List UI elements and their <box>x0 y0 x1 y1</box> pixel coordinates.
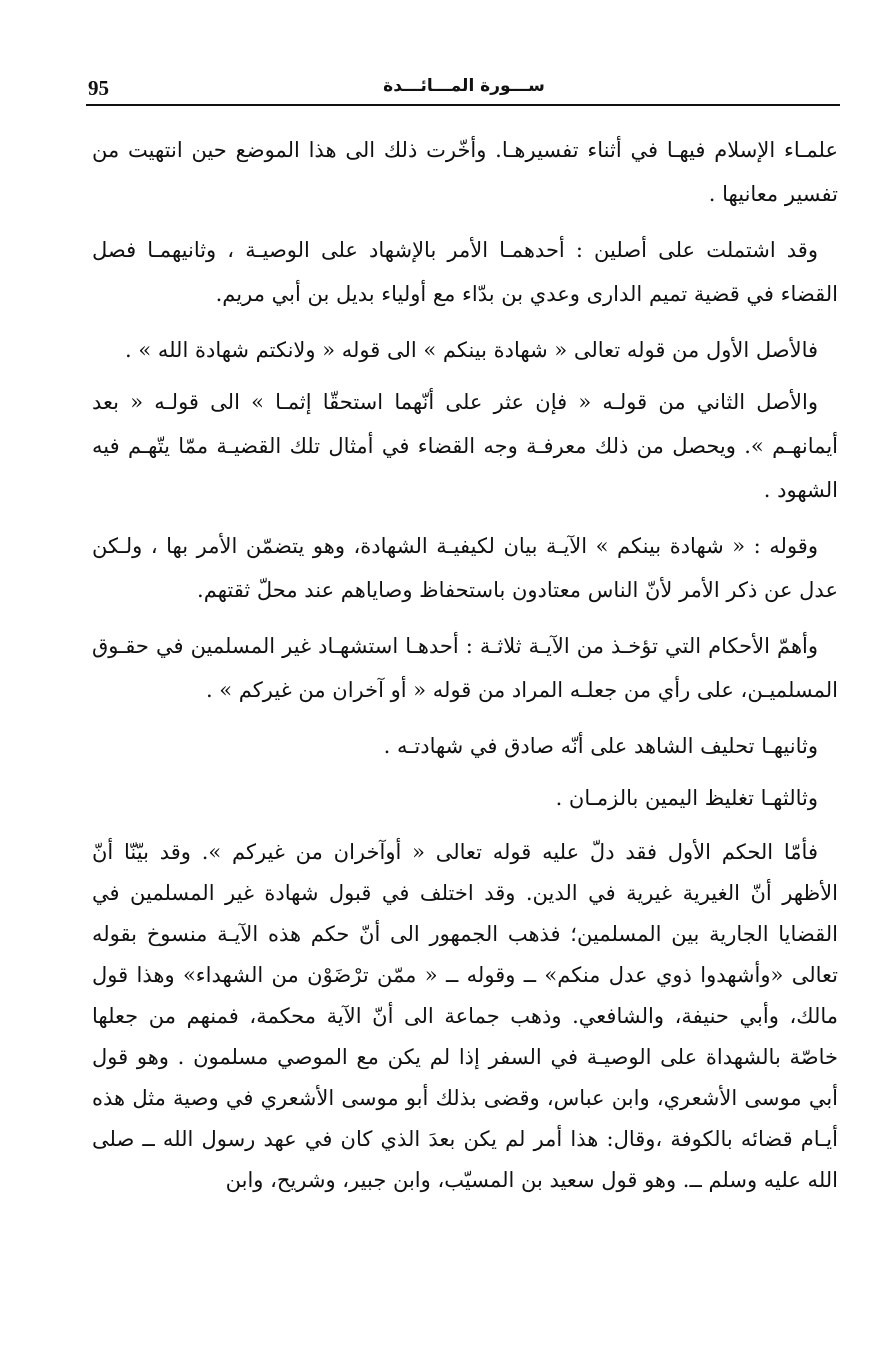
page-header <box>88 72 840 106</box>
paragraph-8: وثالثهـا تغليظ اليمين بالزمـان . <box>555 786 818 810</box>
page-number: 95 <box>88 76 109 100</box>
header-rule <box>86 104 840 106</box>
paragraph-4: والأصل الثاني من قولـه « فإن عثر على أنّهما استحقّا إثمـا » الى قولـه « بعد أيمانهـم ». ويحصل من ذلك معرفـة وجه القضاء في أمثال تلك القضيـة ممّا يتّهـم فيه الشهود . <box>92 390 838 502</box>
body-text <box>92 128 838 1213</box>
paragraph-6: وأهمّ الأحكام التي تؤخـذ من الآيـة ثلاثـة : أحدهـا استشهـاد غير المسلمين في حقـوق المسلميـن، على رأي من جعلـه المراد من قوله « أو آخران من غيركم » . <box>92 634 838 702</box>
paragraph-9: فأمّا الحكم الأول فقد دلّ عليه قوله تعالى « أوآخران من غيركم ». وقد بيّنّا أنّ الأظهر أنّ الغيرية غيرية في الدين. وقد اختلف في قبول شهادة غير المسلمين في القضايا الجارية بين المسلمين؛ فذهب الجمهور الى أنّ حكم هذه الآيـة منسوخ بقوله تعالى «وأشهدوا ذوي عدل منكم» ــ وقوله ــ « ممّن ترْضَوْن من الشهداء» وهذا قول مالك، وأبي حنيفة، والشافعي. وذهب جماعة الى أنّ الآية محكمة، فمنهم من جعلها خاصّة بالشهداة على الوصيـة في السفر إذا لم يكن مع الموصي مسلمون . وهو قول أبي موسى الأشعري، وابن عباس، وقضى بذلك أبو موسى الأشعري في وصية مثل هذه أيـام قضائه بالكوفة ،وقال: هذا أمر لم يكن بعدَ الذي كان في عهد رسول الله ــ صلى الله عليه وسلم ــ. وهو قول سعيد بن المسيّب، وابن جبير، وشريح، وابن <box>92 840 838 1192</box>
running-title: ســـورة المـــائـــدة <box>383 76 545 96</box>
paragraph-3: فالأصل الأول من قوله تعالى « شهادة بينكم » الى قوله « ولانكتم شهادة الله » . <box>124 338 818 362</box>
paragraph-7: وثانيهـا تحليف الشاهد على أنّه صادق في شهادتـه . <box>383 734 818 758</box>
paragraph-5: وقوله : « شهادة بينكم » الآيـة بيان لكيفيـة الشهادة، وهو يتضمّن الأمر بها ، ولـكن عدل عن ذكر الأمر لأنّ الناس معتادون باستحفاظ وصاياهم عند محلّ ثقتهم. <box>92 534 838 602</box>
paragraph-2: وقد اشتملت على أصلين : أحدهمـا الأمر بالإشهاد على الوصيـة ، وثانيهمـا فصل القضاء في قضية تميم الدارى وعدي بن بدّاء مع أولياء بديل بن أبي مريم. <box>92 238 838 306</box>
paragraph-1: علمـاء الإسلام فيهـا في أثناء تفسيرهـا. وأخّرت ذلك الى هذا الموضع حين انتهيت من تفسير معانيها . <box>92 138 838 206</box>
